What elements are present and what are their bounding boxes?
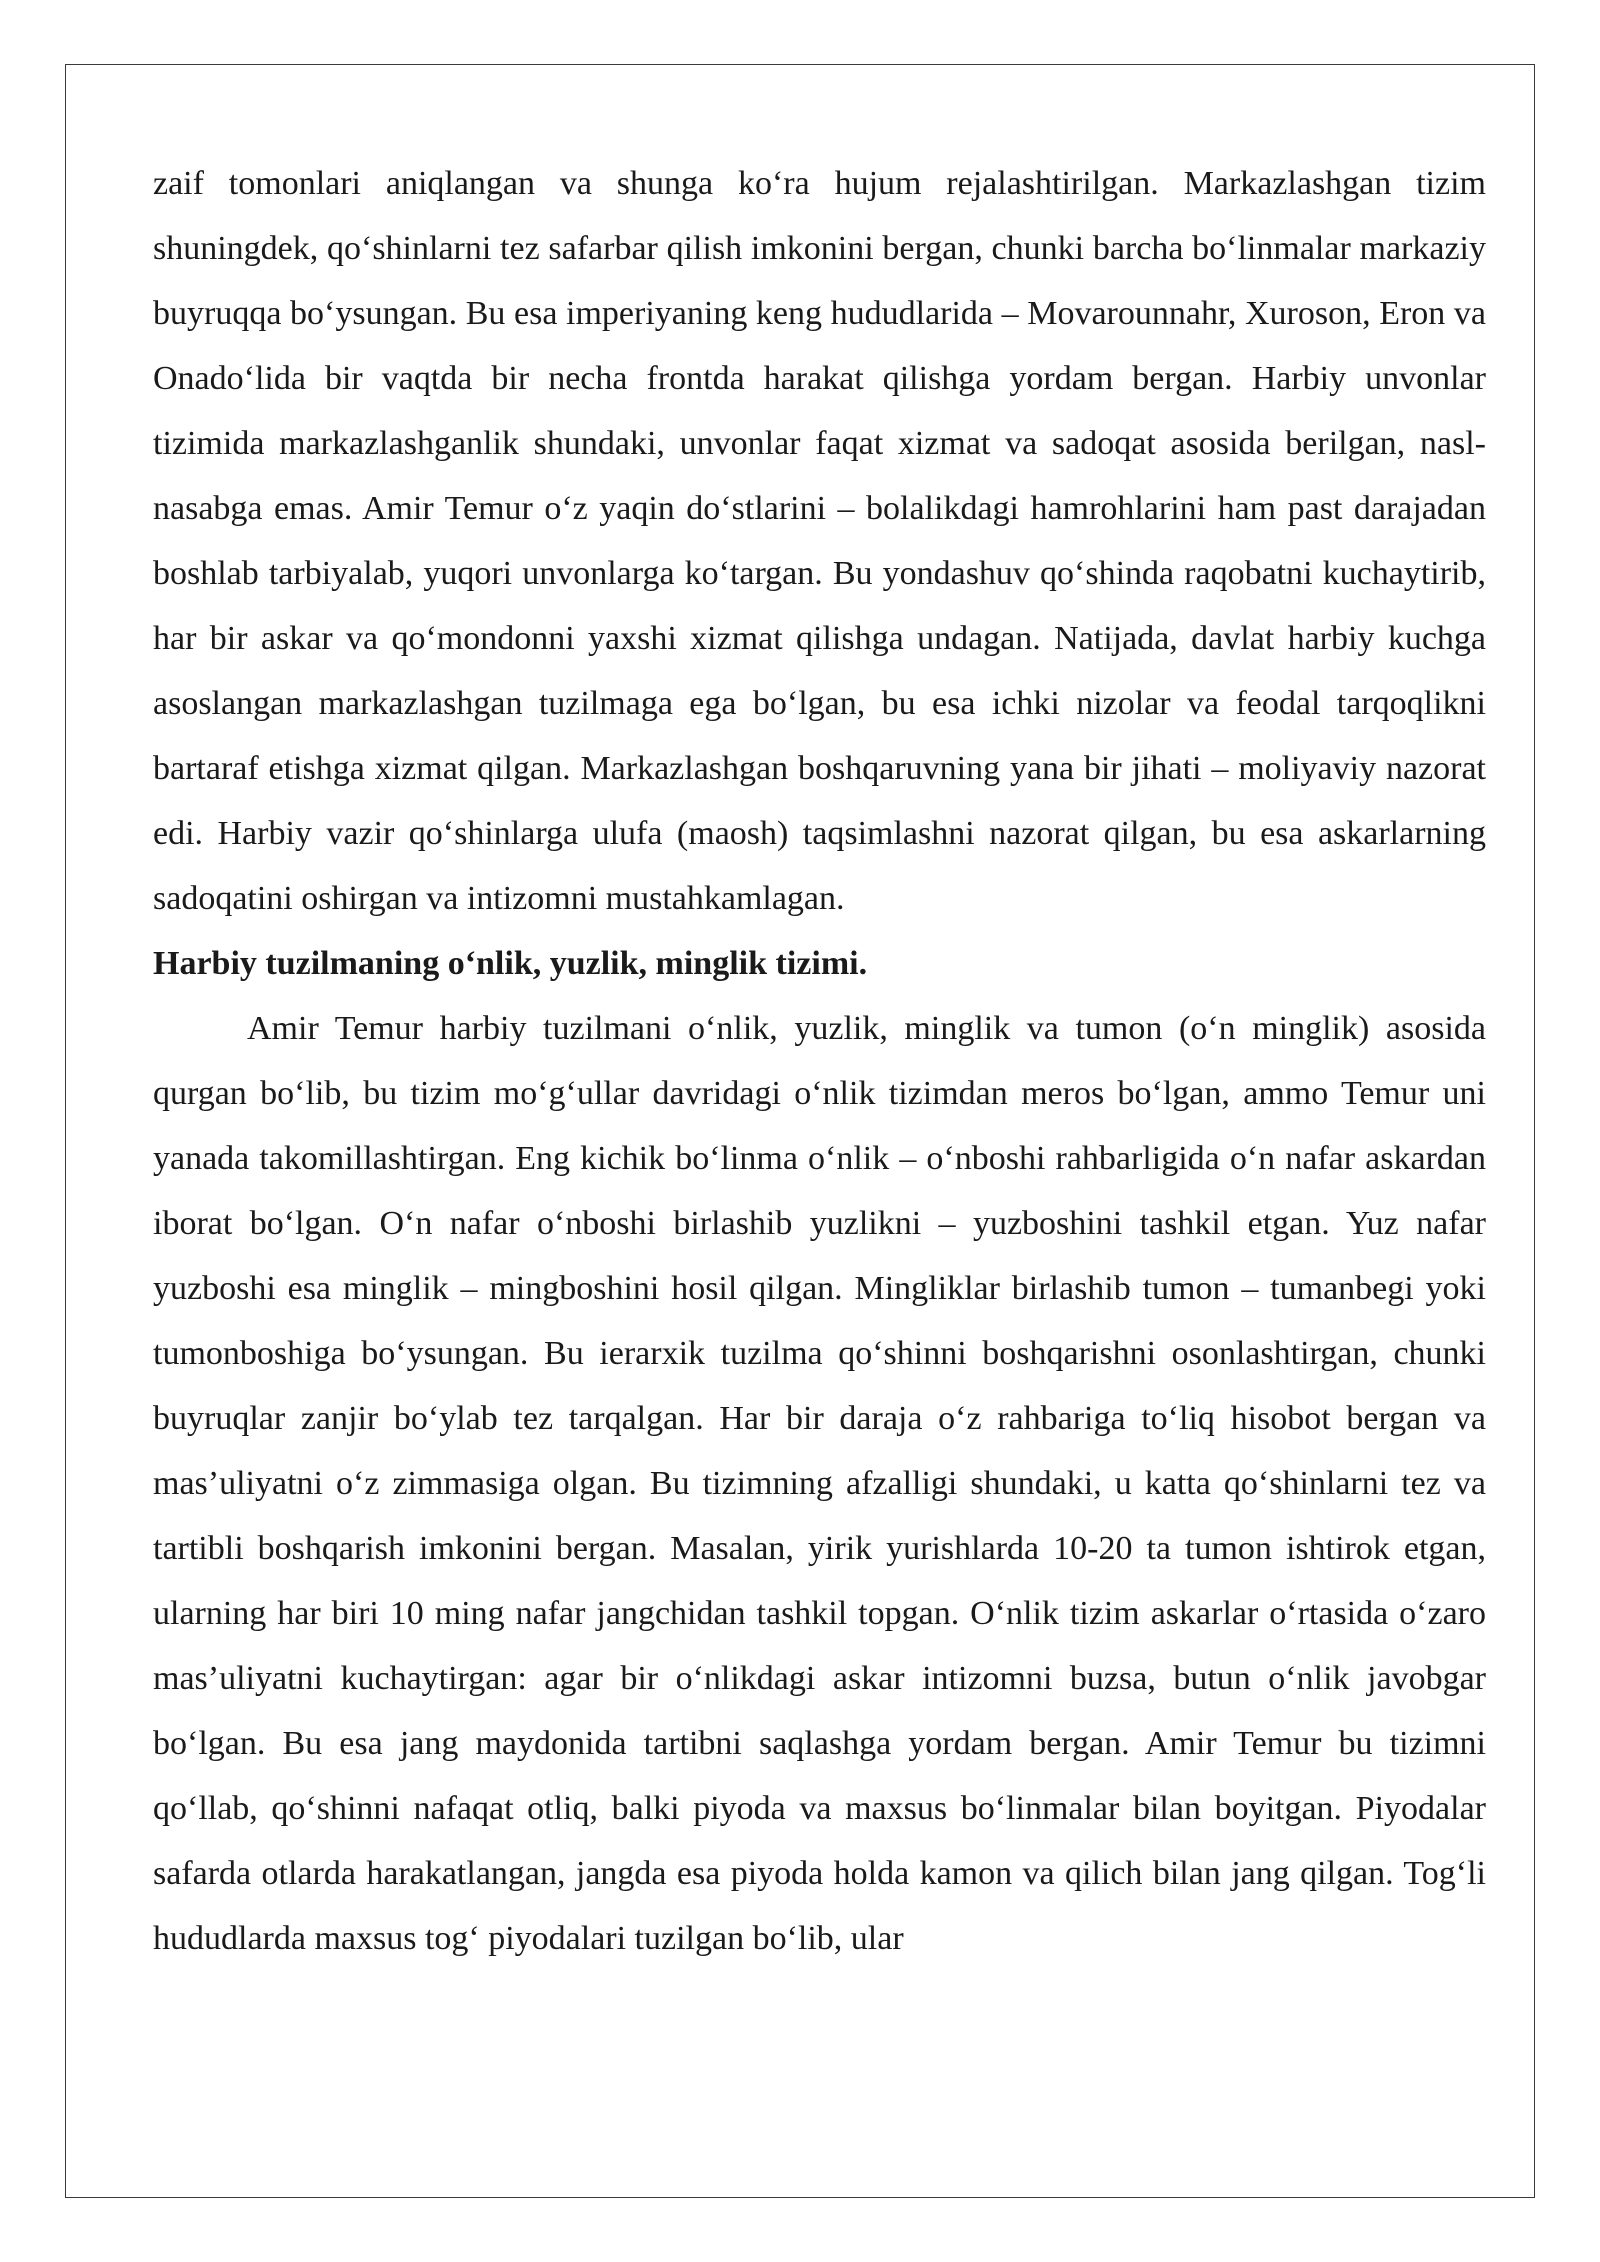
section-heading: Harbiy tuzilmaning o‘nlik, yuzlik, minglik tizimi. <box>153 945 868 982</box>
paragraph-centralized-control: zaif tomonlari aniqlangan va shunga ko‘ra hujum rejalashtirilgan. Markazlashgan tizim shuningdek, qo‘shinlarni tez safarbar qilish imkonini bergan, chunki barcha bo‘linmalar markaziy buyruqqa bo‘ysungan. Bu esa imperiyaning keng hududlarida – Movarounnahr, Xuroson, Eron va Onado‘lida bir vaqtda bir necha frontda harakat qilishga yordam bergan. Harbiy unvonlar tizimida markazlashganlik shundaki, unvonlar faqat xizmat va sadoqat asosida berilgan, nasl-nasabga emas. Amir Temur o‘z yaqin do‘stlarini – bolalikdagi hamrohlarini ham past darajadan boshlab tarbiyalab, yuqori unvonlarga ko‘targan. Bu yondashuv qo‘shinda raqobatni kuchaytirib, har bir askar va qo‘mondonni yaxshi xizmat qilishga undagan. Natijada, davlat harbiy kuchga asoslangan markazlashgan tuzilmaga ega bo‘lgan, bu esa ichki nizolar va feodal tarqoqlikni bartaraf etishga xizmat qilgan. Markazlashgan boshqaruvning yana bir jihati – moliyaviy nazorat edi. Harbiy vazir qo‘shinlarga ulufa (maosh) taqsimlashni nazorat qilgan, bu esa askarlarning sadoqatini oshirgan va intizomni mustahkamlagan. <box>153 165 1486 917</box>
paragraph-military-structure: Amir Temur harbiy tuzilmani o‘nlik, yuzlik, minglik va tumon (o‘n minglik) asosida qurgan bo‘lib, bu tizim mo‘g‘ullar davridagi o‘nlik tizimdan meros bo‘lgan, ammo Temur uni yanada takomillashtirgan. Eng kichik bo‘linma o‘nlik – o‘nboshi rahbarligida o‘n nafar askardan iborat bo‘lgan. O‘n nafar o‘nboshi birlashib yuzlikni – yuzboshini tashkil etgan. Yuz nafar yuzboshi esa minglik – mingboshini hosil qilgan. Mingliklar birlashib tumon – tumanbegi yoki tumonboshiga bo‘ysungan. Bu ierarxik tuzilma qo‘shinni boshqarishni osonlashtirgan, chunki buyruqlar zanjir bo‘ylab tez tarqalgan. Har bir daraja o‘z rahbariga to‘liq hisobot bergan va mas’uliyatni o‘z zimmasiga olgan. Bu tizimning afzalligi shundaki, u katta qo‘shinlarni tez va tartibli boshqarish imkonini bergan. Masalan, yirik yurishlarda 10-20 ta tumon ishtirok etgan, ularning har biri 10 ming nafar jangchidan tashkil topgan. O‘nlik tizim askarlar o‘rtasida o‘zaro mas’uliyatni kuchaytirgan: agar bir o‘nlikdagi askar intizomni buzsa, butun o‘nlik javobgar bo‘lgan. Bu esa jang maydonida tartibni saqlashga yordam bergan. Amir Temur bu tizimni qo‘llab, qo‘shinni nafaqat otliq, balki piyoda va maxsus bo‘linmalar bilan boyitgan. Piyodalar safarda otlarda harakatlangan, jangda esa piyoda holda kamon va qilich bilan jang qilgan. Tog‘li hududlarda maxsus tog‘ piyodalari tuzilgan bo‘lib, ular <box>153 1010 1486 1957</box>
document-body <box>153 151 1486 1971</box>
